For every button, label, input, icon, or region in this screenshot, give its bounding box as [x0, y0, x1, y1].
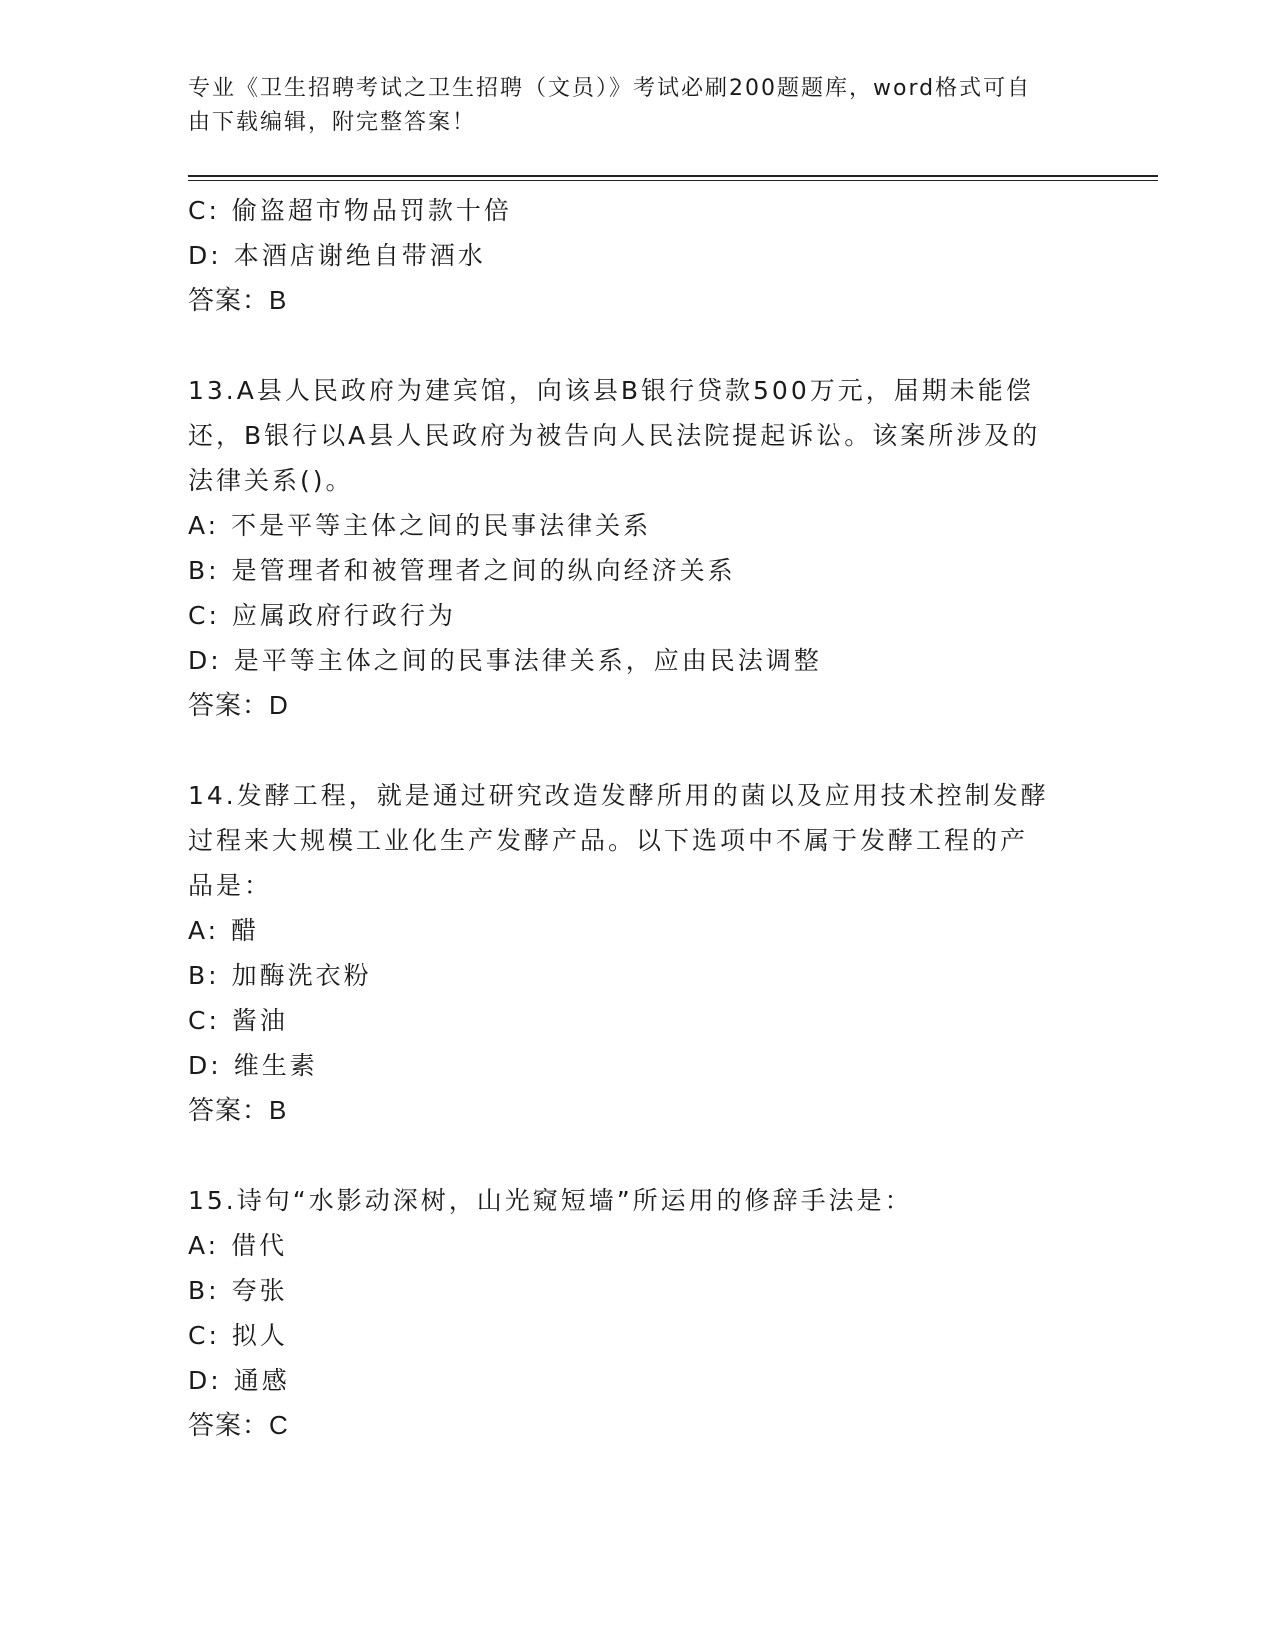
header-rule-thick — [188, 175, 1158, 177]
option-c — [188, 188, 1088, 233]
question-stem — [188, 1178, 1088, 1223]
option-a — [188, 1223, 1088, 1268]
option-b — [188, 548, 1088, 593]
option-text: 借代 — [231, 1231, 288, 1260]
option-text: 醋 — [231, 916, 260, 945]
option-label: C: — [188, 196, 220, 225]
header-rule-thin — [188, 180, 1158, 181]
option-text: 酱油 — [231, 1006, 288, 1035]
option-b — [188, 953, 1088, 998]
option-label: C: — [188, 601, 220, 630]
spacer — [188, 728, 1088, 773]
option-label: C: — [188, 1006, 220, 1035]
option-text: 应属政府行政行为 — [231, 601, 456, 630]
stem-line: 15.诗句“水影动深树，山光窥短墙”所运用的修辞手法是： — [188, 1186, 913, 1215]
option-text: 偷盗超市物品罚款十倍 — [231, 196, 512, 225]
option-a — [188, 908, 1088, 953]
document-header — [188, 72, 1078, 140]
option-label: B: — [188, 961, 220, 990]
option-c — [188, 593, 1088, 638]
stem-line: 13.A县人民政府为建宾馆，向该县B银行贷款500万元，届期未能偿 — [188, 376, 1034, 405]
answer-line: 答案：B — [188, 1095, 288, 1125]
question-15 — [188, 1178, 1088, 1448]
question-13 — [188, 368, 1088, 728]
stem-line: 过程来大规模工业化生产发酵产品。以下选项中不属于发酵工程的产 — [188, 826, 1029, 855]
stem-line: 14.发酵工程，就是通过研究改造发酵所用的菌以及应用技术控制发酵 — [188, 781, 1049, 810]
option-c — [188, 998, 1088, 1043]
stem-line: 还，B银行以A县人民政府为被告向人民法院提起诉讼。该案所涉及的 — [188, 421, 1041, 450]
answer-line: 答案：B — [188, 285, 288, 315]
question-stem — [188, 368, 1088, 503]
option-label: D: — [188, 241, 222, 270]
option-label: D: — [188, 1051, 222, 1080]
option-text: 不是平等主体之间的民事法律关系 — [231, 511, 652, 540]
question-content — [188, 188, 1088, 1448]
option-text: 加酶洗衣粉 — [231, 961, 372, 990]
option-d — [188, 1043, 1088, 1088]
spacer — [188, 323, 1088, 368]
question-stem — [188, 773, 1088, 908]
option-label: B: — [188, 1276, 220, 1305]
option-label: B: — [188, 556, 220, 585]
option-label: C: — [188, 1321, 220, 1350]
option-d — [188, 1358, 1088, 1403]
option-d — [188, 638, 1088, 683]
option-label: D: — [188, 1366, 222, 1395]
option-text: 通感 — [233, 1366, 290, 1395]
option-c — [188, 1313, 1088, 1358]
option-label: A: — [188, 1231, 220, 1260]
option-b — [188, 1268, 1088, 1313]
option-label: D: — [188, 646, 222, 675]
option-text: 是平等主体之间的民事法律关系，应由民法调整 — [233, 646, 822, 675]
stem-line: 法律关系()。 — [188, 466, 354, 495]
option-label: A: — [188, 511, 220, 540]
option-text: 维生素 — [233, 1051, 318, 1080]
header-line-1: 专业《卫生招聘考试之卫生招聘（文员）》考试必刷200题题库，word格式可自 — [188, 76, 1032, 101]
spacer — [188, 1133, 1088, 1178]
header-line-2: 由下载编辑，附完整答案！ — [188, 110, 477, 135]
option-text: 夸张 — [231, 1276, 288, 1305]
option-d — [188, 233, 1088, 278]
answer-line: 答案：C — [188, 1410, 289, 1440]
option-a — [188, 503, 1088, 548]
option-label: A: — [188, 916, 220, 945]
option-text: 拟人 — [231, 1321, 288, 1350]
question-14 — [188, 773, 1088, 1133]
stem-line: 品是： — [188, 871, 273, 900]
option-text: 本酒店谢绝自带酒水 — [233, 241, 486, 270]
answer-line: 答案：D — [188, 690, 289, 720]
continued-question — [188, 188, 1088, 323]
option-text: 是管理者和被管理者之间的纵向经济关系 — [231, 556, 736, 585]
